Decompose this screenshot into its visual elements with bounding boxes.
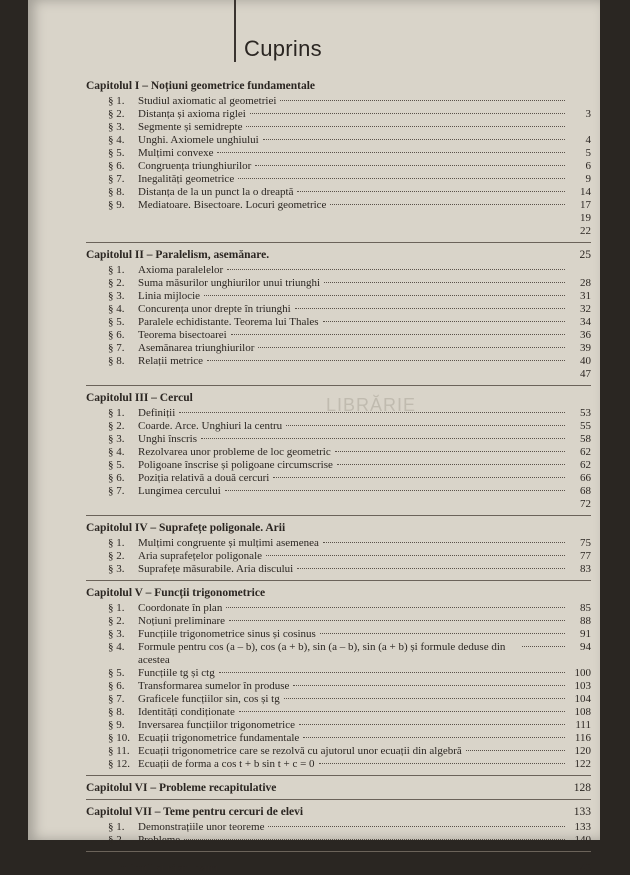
dot-leader — [273, 477, 565, 478]
dot-leader — [246, 126, 565, 127]
toc-entry — [86, 537, 591, 550]
page-title: Cuprins — [244, 36, 322, 61]
chapter-page: 133 — [573, 806, 591, 818]
toc-entry — [86, 121, 591, 134]
section-number: § 1. — [108, 537, 125, 549]
section-page: 120 — [574, 745, 591, 757]
section-title: Suprafețe măsurabile. Aria discului — [138, 563, 294, 575]
toc-entry — [86, 615, 591, 628]
section-title: Identități condiționate — [138, 706, 235, 718]
section-title: Ecuații trigonometrice fundamentale — [138, 732, 300, 744]
section-number: § 8. — [108, 186, 125, 198]
section-page: 133 — [574, 821, 591, 833]
chapter-title: Capitolul VI – Probleme recapitulative — [86, 782, 277, 794]
toc-entry — [86, 693, 591, 706]
section-number: § 4. — [108, 446, 125, 458]
section-page: 116 — [574, 732, 591, 744]
toc-entry — [86, 834, 591, 847]
dot-leader — [319, 763, 565, 764]
chapter-title: Capitolul I – Noțiuni geometrice fundamentale — [86, 80, 316, 92]
section-page: 83 — [580, 563, 591, 575]
section-title: Rezolvarea unor probleme de loc geometric — [138, 446, 331, 458]
chapter-block — [86, 587, 591, 776]
chapter-heading — [86, 80, 591, 93]
chapter-heading — [86, 392, 591, 405]
page-number: 47 — [580, 368, 591, 380]
toc-entry — [86, 290, 591, 303]
section-page: 6 — [585, 160, 591, 172]
section-title: Distanța și axioma riglei — [138, 108, 246, 120]
section-title: Probleme — [138, 834, 181, 846]
dot-leader — [207, 360, 565, 361]
section-number: § 9. — [108, 719, 125, 731]
extra-page-number — [86, 368, 591, 381]
toc-entry — [86, 628, 591, 641]
chapter-heading — [86, 522, 591, 535]
section-number: § 5. — [108, 316, 125, 328]
toc-entry — [86, 758, 591, 771]
chapter-divider — [86, 385, 591, 386]
chapter-heading — [86, 587, 591, 600]
dot-leader — [250, 113, 565, 114]
dot-leader — [299, 724, 565, 725]
section-number: § 2. — [108, 615, 125, 627]
section-number: § 5. — [108, 147, 125, 159]
dot-leader — [293, 685, 565, 686]
section-page: 36 — [580, 329, 591, 341]
dot-leader — [324, 282, 565, 283]
section-title: Ecuații de forma a cos t + b sin t + c = 0 — [138, 758, 315, 770]
chapter-heading — [86, 806, 591, 819]
section-page: 53 — [580, 407, 591, 419]
toc-entry — [86, 173, 591, 186]
section-title: Suma măsurilor unghiurilor unui triunghi — [138, 277, 321, 289]
section-page: 68 — [580, 485, 591, 497]
section-title: Paralele echidistante. Teorema lui Thales — [138, 316, 319, 328]
section-page: 9 — [585, 173, 591, 185]
section-number: § 10. — [108, 732, 130, 744]
section-title: Distanța de la un punct la o dreaptă — [138, 186, 294, 198]
chapter-block — [86, 782, 591, 800]
section-title: Coarde. Arce. Unghiuri la centru — [138, 420, 283, 432]
section-number: § 9. — [108, 199, 125, 211]
section-number: § 3. — [108, 121, 125, 133]
section-number: § 1. — [108, 407, 125, 419]
section-page: 55 — [580, 420, 591, 432]
chapter-heading — [86, 249, 591, 262]
section-number: § 7. — [108, 173, 125, 185]
section-number: § 3. — [108, 563, 125, 575]
section-title: Poligoane înscrise și poligoane circumscrise — [138, 459, 333, 471]
section-number: § 12. — [108, 758, 130, 770]
section-title: Mulțimi congruente și mulțimi asemenea — [138, 537, 319, 549]
section-number: § 2. — [108, 550, 125, 562]
vertical-rule — [234, 0, 236, 62]
indicatii-entry — [86, 862, 591, 875]
toc-entry — [86, 303, 591, 316]
section-title: Transformarea sumelor în produse — [138, 680, 290, 692]
dot-leader — [335, 451, 565, 452]
dot-leader — [323, 321, 565, 322]
toc-entry — [86, 821, 591, 834]
section-title: Inversarea funcțiilor trigonometrice — [138, 719, 295, 731]
section-title: Demonstrațiile unor teoreme — [138, 821, 265, 833]
toc-entry — [86, 199, 591, 212]
dot-leader — [238, 178, 565, 179]
section-title: Mulțimi convexe — [138, 147, 214, 159]
section-number: § 2. — [108, 277, 125, 289]
indicatii-page: 143 — [574, 862, 591, 874]
toc-entry — [86, 706, 591, 719]
section-page: 39 — [580, 342, 591, 354]
section-title: Ecuații trigonometrice care se rezolvă cu ajutorul unor ecuații din algebră — [138, 745, 462, 757]
section-page: 103 — [574, 680, 591, 692]
toc-entry — [86, 550, 591, 563]
section-page: 94 — [580, 641, 591, 653]
table-of-contents — [86, 80, 591, 875]
toc-entry — [86, 160, 591, 173]
dot-leader — [263, 139, 565, 140]
toc-entry — [86, 433, 591, 446]
toc-entry — [86, 667, 591, 680]
section-number: § 6. — [108, 680, 125, 692]
chapter-page: 25 — [579, 249, 591, 261]
section-number: § 1. — [108, 821, 125, 833]
book-page — [28, 0, 600, 874]
section-title: Unghi înscris — [138, 433, 197, 445]
section-number: § 2. — [108, 834, 125, 846]
section-title: Congruența triunghiurilor — [138, 160, 252, 172]
dot-leader — [219, 672, 565, 673]
toc-entry — [86, 446, 591, 459]
section-page: 62 — [580, 459, 591, 471]
section-title: Lungimea cercului — [138, 485, 221, 497]
section-number: § 11. — [108, 745, 130, 757]
dot-leader — [280, 100, 565, 101]
section-title: Relații metrice — [138, 355, 204, 367]
toc-entry — [86, 264, 591, 277]
section-number: § 7. — [108, 485, 125, 497]
section-number: § 3. — [108, 628, 125, 640]
toc-entry — [86, 342, 591, 355]
section-page: 77 — [580, 550, 591, 562]
section-title: Teorema bisectoarei — [138, 329, 227, 341]
dot-leader — [226, 607, 565, 608]
dot-leader — [184, 839, 565, 840]
dot-leader — [303, 737, 565, 738]
chapter-title: Capitolul IV – Suprafețe poligonale. Arii — [86, 522, 286, 534]
section-number: § 1. — [108, 602, 125, 614]
chapter-block — [86, 392, 591, 516]
section-number: § 6. — [108, 472, 125, 484]
extra-page-number — [86, 498, 591, 511]
section-page: 40 — [580, 355, 591, 367]
section-page: 100 — [574, 667, 591, 679]
toc-entry — [86, 641, 591, 667]
section-page: 32 — [580, 303, 591, 315]
section-title: Noțiuni preliminare — [138, 615, 226, 627]
section-number: § 3. — [108, 433, 125, 445]
chapter-divider — [86, 851, 591, 852]
section-title: Poziția relativă a două cercuri — [138, 472, 270, 484]
chapter-block — [86, 806, 591, 852]
dot-leader — [337, 464, 565, 465]
section-page: 14 — [580, 186, 591, 198]
section-page: 108 — [574, 706, 591, 718]
section-number: § 6. — [108, 329, 125, 341]
section-page: 28 — [580, 277, 591, 289]
section-page: 91 — [580, 628, 591, 640]
section-title: Graficele funcțiilor sin, cos și tg — [138, 693, 280, 705]
section-title: Linia mijlocie — [138, 290, 201, 302]
section-page: 17 — [580, 199, 591, 211]
section-number: § 3. — [108, 290, 125, 302]
dot-leader — [320, 633, 565, 634]
dot-leader — [466, 750, 565, 751]
dot-leader — [297, 191, 565, 192]
section-title: Formule pentru cos (a – b), cos (a + b), sin (a – b), sin (a + b) și formule deduse din acestea — [138, 641, 506, 666]
section-page: 4 — [585, 134, 591, 146]
section-page: 111 — [575, 719, 591, 731]
section-page: 88 — [580, 615, 591, 627]
section-page: 85 — [580, 602, 591, 614]
section-number: § 5. — [108, 667, 125, 679]
chapter-heading — [86, 782, 591, 795]
extra-page-number — [86, 225, 591, 238]
toc-entry — [86, 732, 591, 745]
section-number: § 8. — [108, 355, 125, 367]
chapter-divider — [86, 515, 591, 516]
chapter-page: 128 — [573, 782, 591, 794]
dot-leader — [225, 490, 565, 491]
section-page: 75 — [580, 537, 591, 549]
toc-entry — [86, 563, 591, 576]
watermark: LIBRĂRIE — [326, 395, 417, 415]
toc-entry — [86, 186, 591, 199]
dot-leader — [255, 165, 565, 166]
dot-leader — [204, 295, 565, 296]
section-page: 62 — [580, 446, 591, 458]
chapter-block — [86, 80, 591, 243]
dot-leader — [522, 646, 565, 647]
section-page: 3 — [585, 108, 591, 120]
toc-entry — [86, 472, 591, 485]
toc-entry — [86, 719, 591, 732]
dot-leader — [201, 438, 565, 439]
dot-leader — [217, 152, 565, 153]
section-number: § 6. — [108, 160, 125, 172]
chapter-divider — [86, 580, 591, 581]
section-page: 104 — [574, 693, 591, 705]
chapter-title: Capitolul V – Funcții trigonometrice — [86, 587, 266, 599]
dot-leader — [179, 412, 565, 413]
indicatii-title: Indicații și răspunsuri — [114, 862, 218, 874]
chapter-title: Capitolul III – Cercul — [86, 392, 193, 404]
section-page: 140 — [574, 834, 591, 846]
chapter-block — [86, 522, 591, 581]
dot-leader — [323, 542, 565, 543]
toc-entry — [86, 108, 591, 121]
toc-entry — [86, 329, 591, 342]
dot-leader — [286, 425, 565, 426]
section-number: § 4. — [108, 134, 125, 146]
dot-leader — [227, 269, 565, 270]
page-number: 72 — [580, 498, 591, 510]
chapter-title: Capitolul II – Paralelism, asemănare. — [86, 249, 270, 261]
section-title: Segmente și semidrepte — [138, 121, 243, 133]
page-number: 19 — [580, 212, 591, 224]
section-number: § 5. — [108, 459, 125, 471]
section-number: § 2. — [108, 108, 125, 120]
dot-leader — [297, 568, 565, 569]
section-title: Definiții — [138, 407, 176, 419]
dot-leader — [229, 620, 565, 621]
section-page: 58 — [580, 433, 591, 445]
chapter-divider — [86, 799, 591, 800]
toc-entry — [86, 134, 591, 147]
dot-leader — [284, 698, 565, 699]
section-number: § 4. — [108, 641, 125, 653]
section-number: § 7. — [108, 342, 125, 354]
dot-leader — [330, 204, 565, 205]
toc-entry — [86, 407, 591, 420]
toc-entry — [86, 680, 591, 693]
page-number: 22 — [580, 225, 591, 237]
section-page: 5 — [585, 147, 591, 159]
section-page: 66 — [580, 472, 591, 484]
section-title: Concurența unor drepte în triunghi — [138, 303, 291, 315]
section-page: 31 — [580, 290, 591, 302]
chapter-title: Capitolul VII – Teme pentru cercuri de elevi — [86, 806, 304, 818]
toc-entry — [86, 355, 591, 368]
section-title: Unghi. Axiomele unghiului — [138, 134, 259, 146]
section-title: Aria suprafețelor poligonale — [138, 550, 263, 562]
extra-page-number — [86, 212, 591, 225]
toc-entry — [86, 316, 591, 329]
section-title: Inegalități geometrice — [138, 173, 235, 185]
section-number: § 2. — [108, 420, 125, 432]
section-page: 122 — [574, 758, 591, 770]
dot-leader — [239, 711, 565, 712]
section-title: Funcțiile tg și ctg — [138, 667, 215, 679]
toc-entry — [86, 459, 591, 472]
section-number: § 1. — [108, 264, 125, 276]
dot-leader — [231, 334, 565, 335]
section-number: § 8. — [108, 706, 125, 718]
chapter-divider — [86, 242, 591, 243]
section-title: Studiul axiomatic al geometriei — [138, 95, 277, 107]
section-title: Asemănarea triunghiurilor — [138, 342, 255, 354]
toc-entry — [86, 277, 591, 290]
dot-leader — [268, 826, 565, 827]
chapter-divider — [86, 775, 591, 776]
dot-leader — [266, 555, 565, 556]
toc-entry — [86, 420, 591, 433]
toc-entry — [86, 602, 591, 615]
toc-entry — [86, 95, 591, 108]
section-number: § 4. — [108, 303, 125, 315]
section-title: Funcțiile trigonometrice sinus și cosinus — [138, 628, 316, 640]
section-page: 34 — [580, 316, 591, 328]
dot-leader — [258, 347, 565, 348]
toc-entry — [86, 485, 591, 498]
toc-entry — [86, 745, 591, 758]
section-title: Axioma paralelelor — [138, 264, 224, 276]
section-title: Coordonate în plan — [138, 602, 223, 614]
dot-leader — [295, 308, 565, 309]
section-number: § 7. — [108, 693, 125, 705]
section-title: Mediatoare. Bisectoare. Locuri geometrice — [138, 199, 327, 211]
chapter-block — [86, 249, 591, 386]
section-number: § 1. — [108, 95, 125, 107]
toc-entry — [86, 147, 591, 160]
